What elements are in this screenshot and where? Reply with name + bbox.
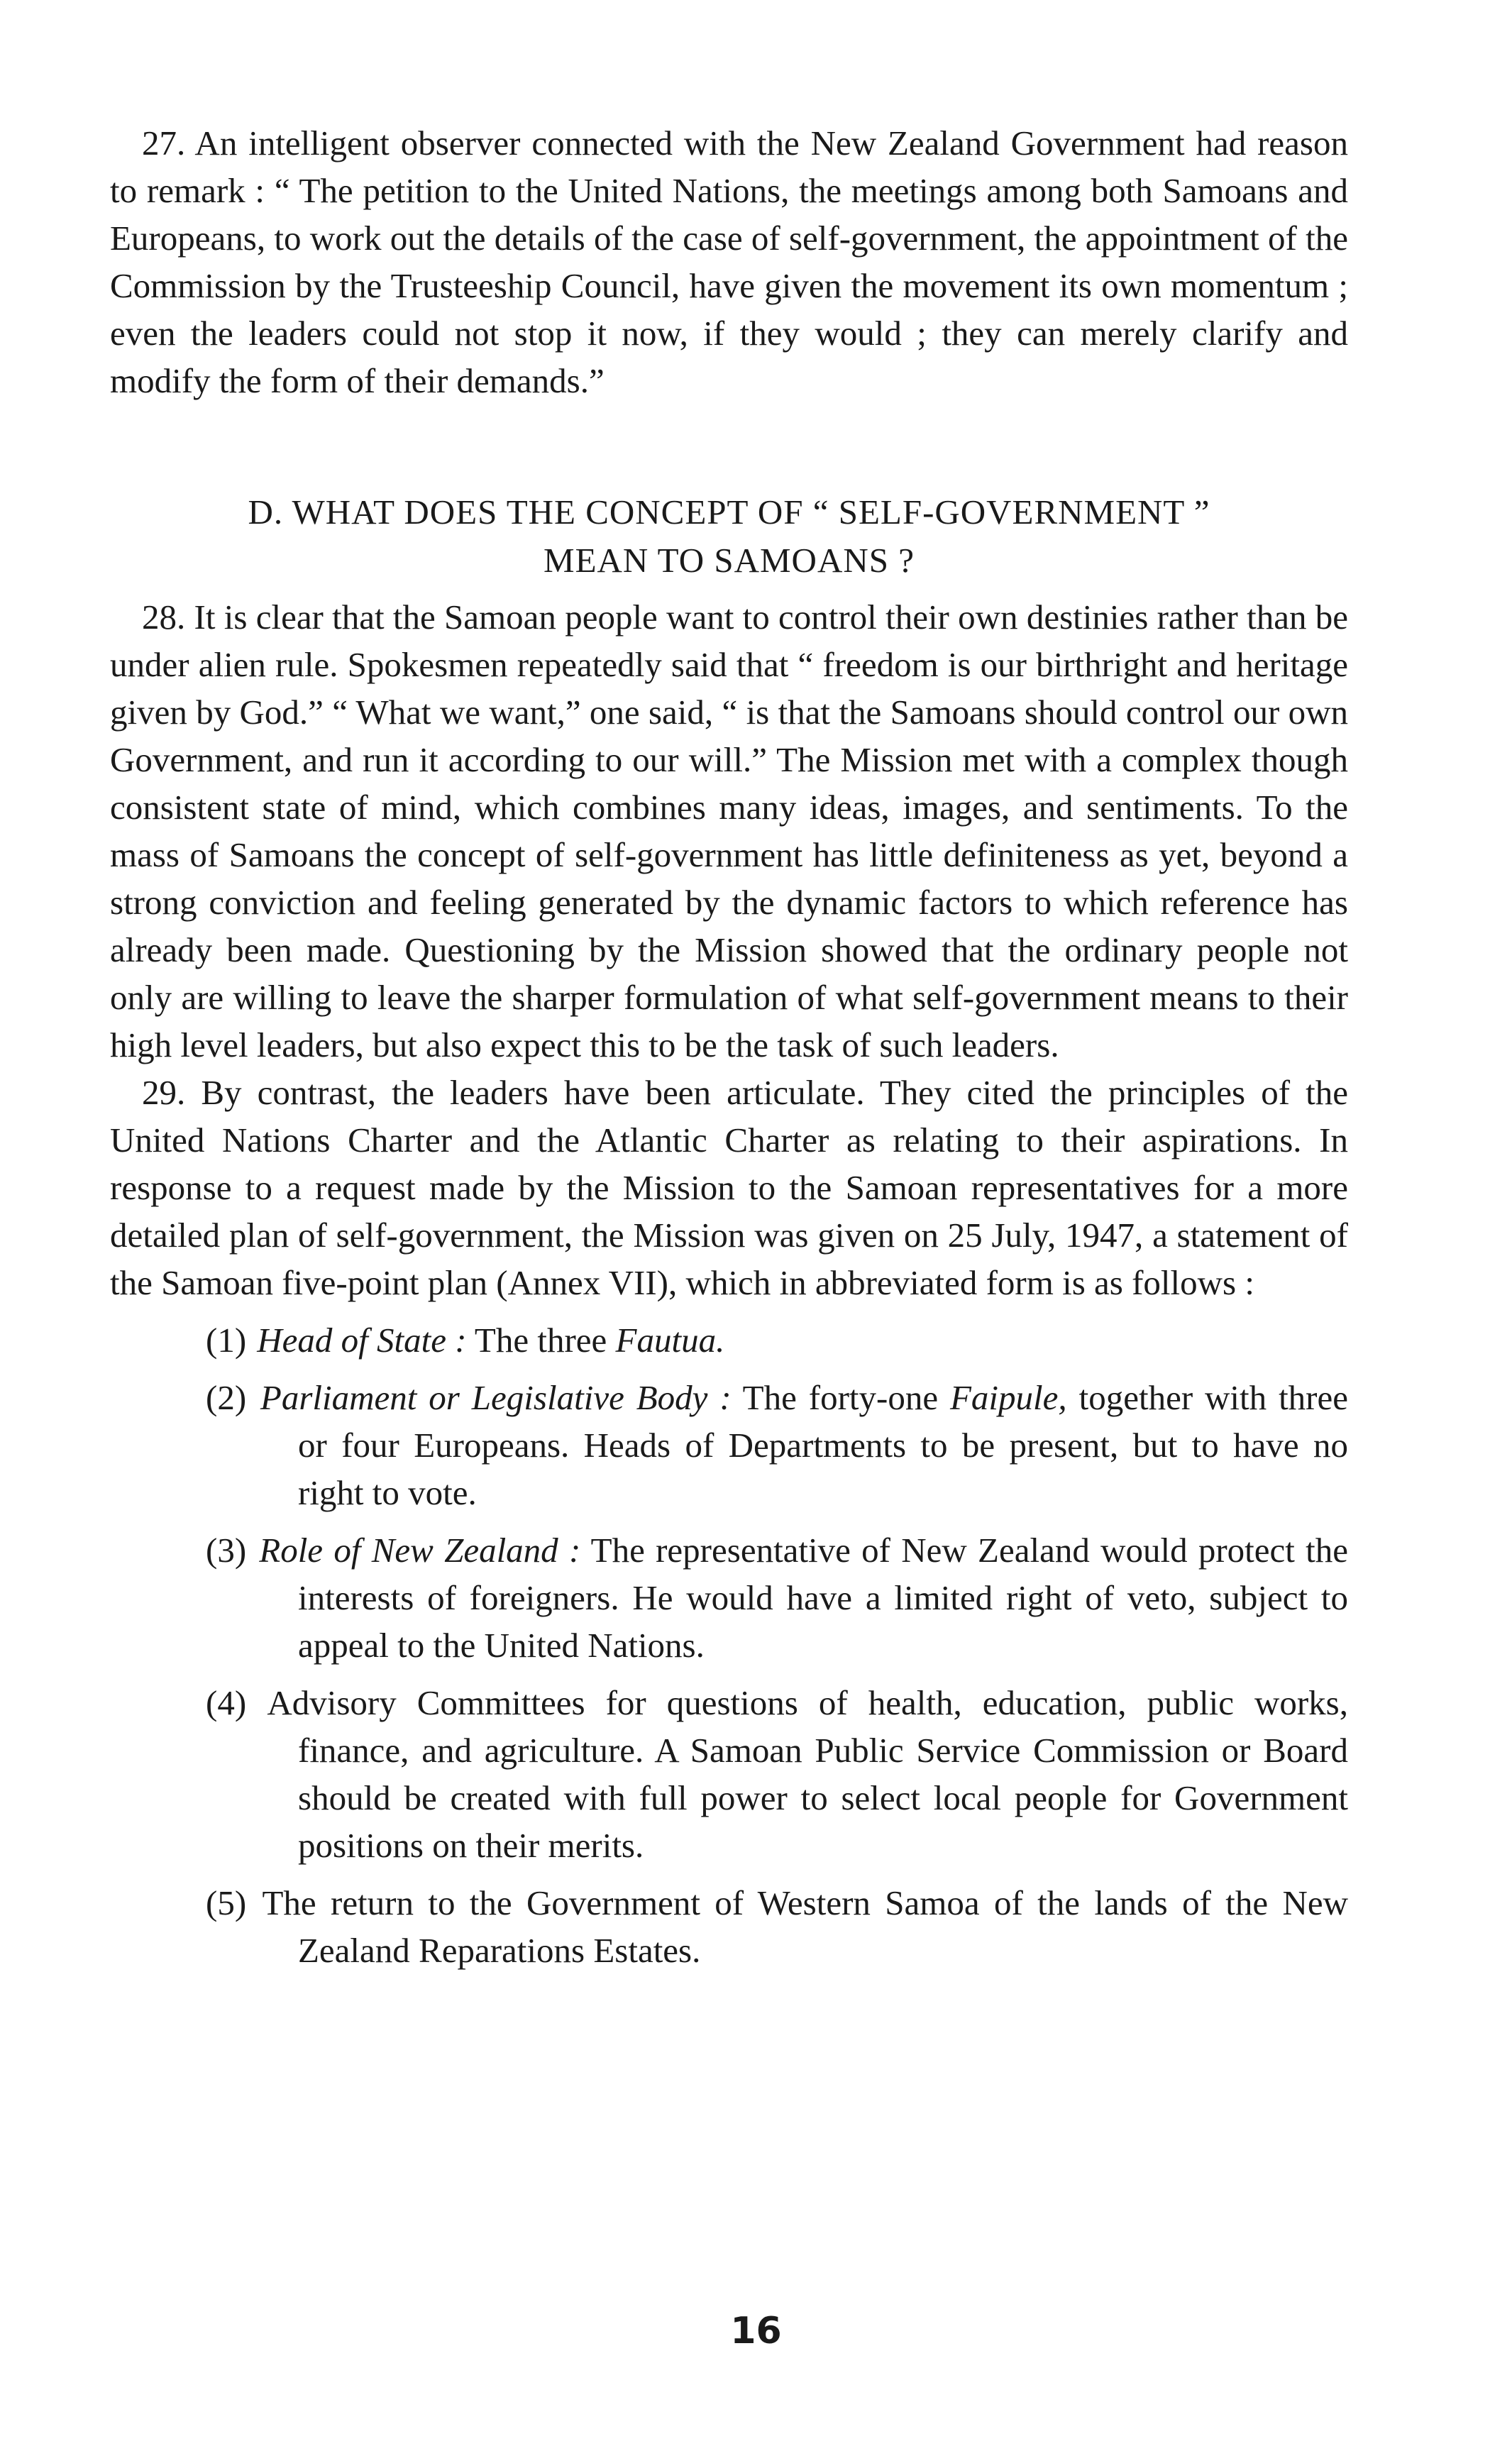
list-item — [110, 1316, 1348, 1364]
list-item — [110, 1374, 1348, 1516]
list-item — [110, 1526, 1348, 1669]
list-item-text: The forty-one — [742, 1378, 939, 1417]
five-point-plan-list — [110, 1316, 1348, 1974]
list-item-number: (5) — [206, 1883, 247, 1922]
list-item-label: Head of State : — [257, 1321, 467, 1360]
list-item-text: The three — [474, 1321, 607, 1360]
list-item-italic-term: Fautua. — [615, 1321, 725, 1360]
list-item-label: Role of New Zealand : — [259, 1531, 581, 1570]
page-number: 16 — [730, 2310, 782, 2352]
list-item-italic-term: Faipule, — [950, 1378, 1067, 1417]
section-heading — [110, 488, 1348, 585]
list-item — [110, 1879, 1348, 1974]
list-item-text: The return to the Government of Western Samoa of the lands of the New Zealand Reparations Estates. — [262, 1883, 1348, 1970]
list-item-number: (3) — [206, 1531, 247, 1570]
list-item-number: (1) — [206, 1321, 247, 1360]
list-item-text: Advisory Committees for questions of health, education, public works, finance, and agriculture. A Samoan Public Service Commission or Board should be created with full power to select local people for Government positions on their merits. — [267, 1683, 1349, 1865]
paragraph-29: 29. By contrast, the leaders have been articulate. They cited the principles of the United Nations Charter and the Atlantic Charter as relating to their aspirations. In response to a request made by the Mission to the Samoan representatives for a more detailed plan of self-government, the Mission was given on 25 July, 1947, a statement of the Samoan five-point plan (Annex VII), which in abbreviated form is as follows : — [110, 1073, 1348, 1302]
list-item-number: (4) — [206, 1683, 247, 1722]
list-item-text: The representative of New Zealand would protect the interests of foreigners. He would have a limited right of veto, subject to appeal to the United Nations. — [298, 1531, 1349, 1665]
heading-line-2: MEAN TO SAMOANS ? — [543, 541, 915, 580]
paragraph-27: 27. An intelligent observer connected with the New Zealand Government had reason to remark : “ The petition to the United Nations, the meetings among both Samoans and Europeans, to work out the details of the case of self-government, the appointment of the Commission by the Trusteeship Council, have given the movement its own momentum ; even the leaders could not stop it now, if they would ; they can merely clarify and modify the form of their demands.” — [110, 123, 1348, 400]
paragraph-28: 28. It is clear that the Samoan people want to control their own destinies rather than be under alien rule. Spokesmen repeatedly said that “ freedom is our birthright and heritage given by God.” “ What we want,” one said, “ is that the Samoans should control our own Government, and run it according to our will.” The Mission met with a complex though consistent state of mind, which combines many ideas, images, and sentiments. To the mass of Samoans the concept of self-government has little definiteness as yet, beyond a strong conviction and feeling generated by the dynamic factors to which reference has already been made. Questioning by the Mission showed that the ordinary people not only are willing to leave the sharper formulation of what self-government means to their high level leaders, but also expect this to be the task of such leaders. — [110, 597, 1348, 1064]
document-page — [110, 119, 1348, 1984]
list-item-number: (2) — [206, 1378, 247, 1417]
heading-line-1: D. WHAT DOES THE CONCEPT OF “ SELF-GOVERNMENT ” — [248, 492, 1210, 531]
list-item-label: Parliament or Legislative Body : — [260, 1378, 732, 1417]
list-item — [110, 1679, 1348, 1869]
list-item-text-rest: together with three or four Europeans. Heads of Departments to be present, but to have no right to vote. — [298, 1378, 1349, 1512]
